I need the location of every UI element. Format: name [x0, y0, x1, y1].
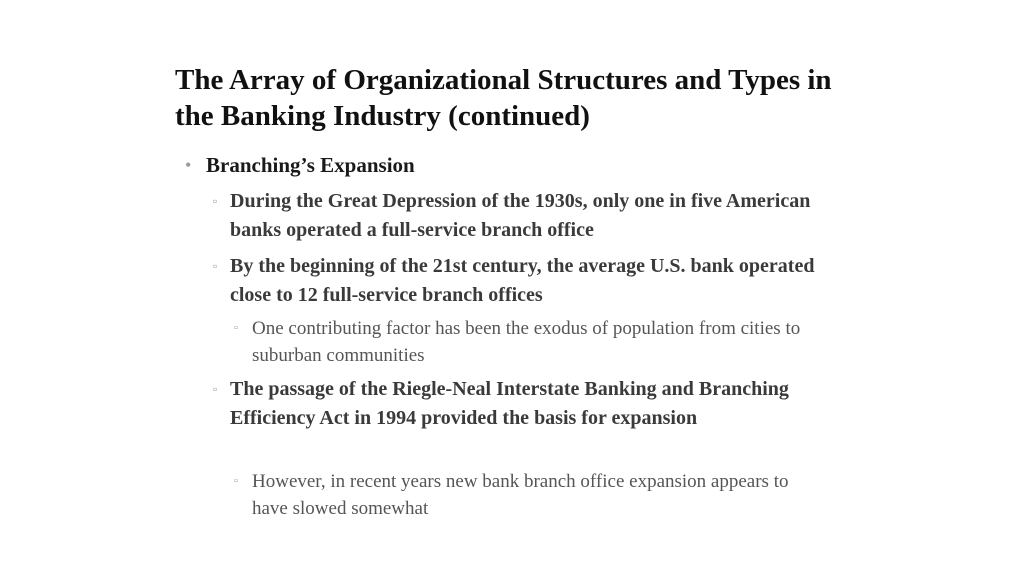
bullet-square-icon: ▫ — [213, 194, 218, 208]
bullet-item-level2 — [213, 375, 830, 433]
bullet-item-level3 — [234, 468, 812, 522]
bullet-item-level3 — [234, 315, 842, 369]
bullet-item-level2 — [213, 187, 850, 245]
bullet-square-icon: ▫ — [213, 382, 218, 396]
bullet-square-icon: ▫ — [234, 322, 238, 334]
bullet-text: By the beginning of the 21st century, the average U.S. bank operated close to 12 full-service branch offices — [230, 255, 815, 306]
bullet-dot-icon: • — [185, 155, 192, 175]
bullet-text: During the Great Depression of the 1930s, only one in five American banks operated a full-service branch office — [230, 190, 811, 241]
bullet-square-icon: ▫ — [234, 475, 238, 487]
bullet-square-icon: ▫ — [213, 259, 218, 273]
slide-title: The Array of Organizational Structures and Types in the Banking Industry (continued) — [175, 64, 832, 132]
bullet-item-level2 — [213, 252, 860, 310]
bullet-text: The passage of the Riegle-Neal Interstate Banking and Branching Efficiency Act in 1994 provided the basis for expansion — [230, 378, 789, 429]
bullet-text: One contributing factor has been the exodus of population from cities to suburban communities — [252, 318, 801, 366]
bullet-item-level1 — [185, 150, 415, 180]
bullet-text: However, in recent years new bank branch office expansion appears to have slowed somewhat — [252, 471, 789, 519]
bullet-text: Branching’s Expansion — [206, 153, 415, 177]
